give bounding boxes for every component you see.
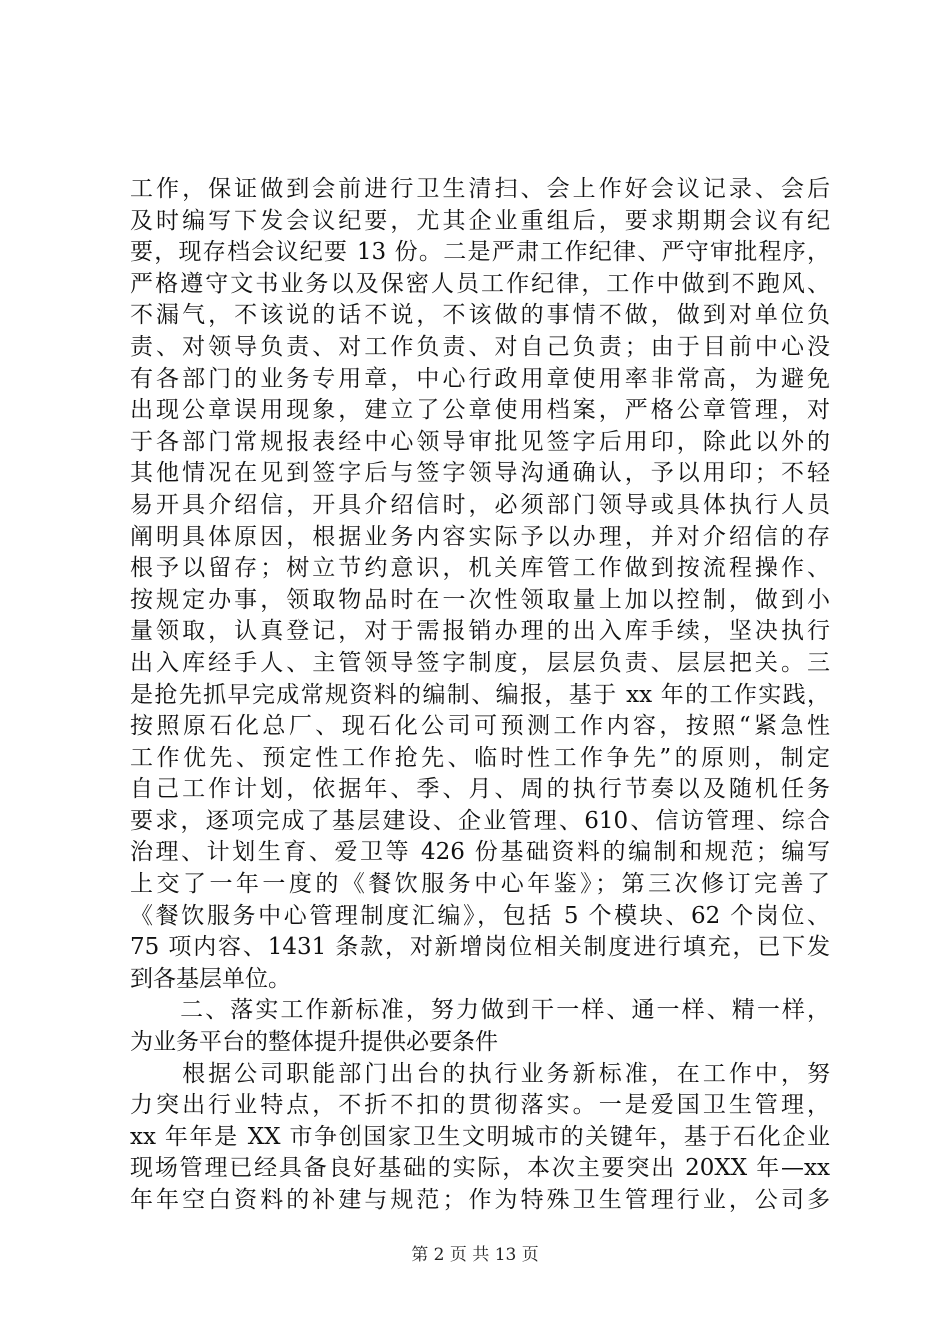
text-line: 出现公章误用现象，建立了公章使用档案，严格公章管理，对 bbox=[130, 397, 830, 424]
text-line: 《餐饮服务中心管理制度汇编》，包括 5 个模块、62 个岗位、 bbox=[130, 902, 830, 929]
text-line: 不漏气，不该说的话不说，不该做的事情不做，做到对单位负 bbox=[130, 302, 830, 329]
text-line: 自己工作计划，依据年、季、月、周的执行节奏以及随机任务 bbox=[130, 776, 830, 803]
text-line: 及时编写下发会议纪要，尤其企业重组后，要求期期会议有纪 bbox=[130, 207, 830, 234]
text-line: 量领取，认真登记，对于需报销办理的出入库手续，坚决执行 bbox=[130, 618, 830, 645]
text-line: 是抢先抓早完成常规资料的编制、编报，基于 xx 年的工作实践， bbox=[130, 681, 830, 708]
text-line: 根予以留存；树立节约意识，机关库管工作做到按流程操作、 bbox=[130, 555, 830, 582]
body-text bbox=[130, 174, 830, 1217]
text-line: 责、对领导负责、对工作负责、对自己负责；由于目前中心没 bbox=[130, 333, 830, 360]
paragraph-end-line: 到各基层单位。 bbox=[130, 965, 291, 992]
page-number-footer: 第 2 页 共 13 页 bbox=[411, 1245, 539, 1265]
text-line: 按照原石化总厂、现石化公司可预测工作内容，按照“紧急性 bbox=[130, 713, 830, 740]
text-line: 年年空白资料的补建与规范；作为特殊卫生管理行业，公司多 bbox=[130, 1187, 830, 1213]
text-line: 其他情况在见到签字后与签字领导沟通确认，予以用印；不轻 bbox=[130, 460, 830, 487]
text-line: 要求，逐项完成了基层建设、企业管理、610、信访管理、综合 bbox=[130, 807, 830, 834]
text-line: 工作，保证做到会前进行卫生清扫、会上作好会议记录、会后 bbox=[130, 176, 830, 202]
text-line: 出入库经手人、主管领导签字制度，层层负责、层层把关。三 bbox=[130, 649, 830, 676]
text-line: 工作优先、预定性工作抢先、临时性工作争先”的原则，制定 bbox=[130, 744, 830, 771]
text-line: 严格遵守文书业务以及保密人员工作纪律，工作中做到不跑风、 bbox=[130, 270, 830, 297]
section-heading-end-line: 为业务平台的整体提升提供必要条件 bbox=[130, 1029, 498, 1056]
text-line: 按规定办事，领取物品时在一次性领取量上加以控制，做到小 bbox=[130, 586, 830, 613]
section-heading-line: 二、落实工作新标准，努力做到干一样、通一样、精一样， bbox=[130, 997, 830, 1024]
text-line: 上交了一年一度的《餐饮服务中心年鉴》；第三次修订完善了 bbox=[130, 871, 830, 898]
text-line: 力突出行业特点，不折不扣的贯彻落实。一是爱国卫生管理， bbox=[130, 1092, 830, 1119]
text-line: 治理、计划生育、爱卫等 426 份基础资料的编制和规范；编写 bbox=[130, 839, 830, 866]
text-line: 根据公司职能部门出台的执行业务新标准，在工作中，努 bbox=[130, 1060, 830, 1087]
text-line: 有各部门的业务专用章，中心行政用章使用率非常高，为避免 bbox=[130, 365, 830, 392]
text-line: 于各部门常规报表经中心领导审批见签字后用印，除此以外的 bbox=[130, 428, 830, 455]
text-line: 现场管理已经具备良好基础的实际，本次主要突出 20XX 年—xx bbox=[130, 1155, 830, 1182]
text-line: 阐明具体原因，根据业务内容实际予以办理，并对介绍信的存 bbox=[130, 523, 830, 550]
text-line: 75 项内容、1431 条款，对新增岗位相关制度进行填充，已下发 bbox=[130, 934, 830, 961]
text-line: 易开具介绍信，开具介绍信时，必须部门领导或具体执行人员 bbox=[130, 491, 830, 518]
text-line: 要，现存档会议纪要 13 份。二是严肃工作纪律、严守审批程序， bbox=[130, 239, 830, 266]
text-line: xx 年年是 XX 市争创国家卫生文明城市的关键年，基于石化企业 bbox=[130, 1123, 830, 1150]
